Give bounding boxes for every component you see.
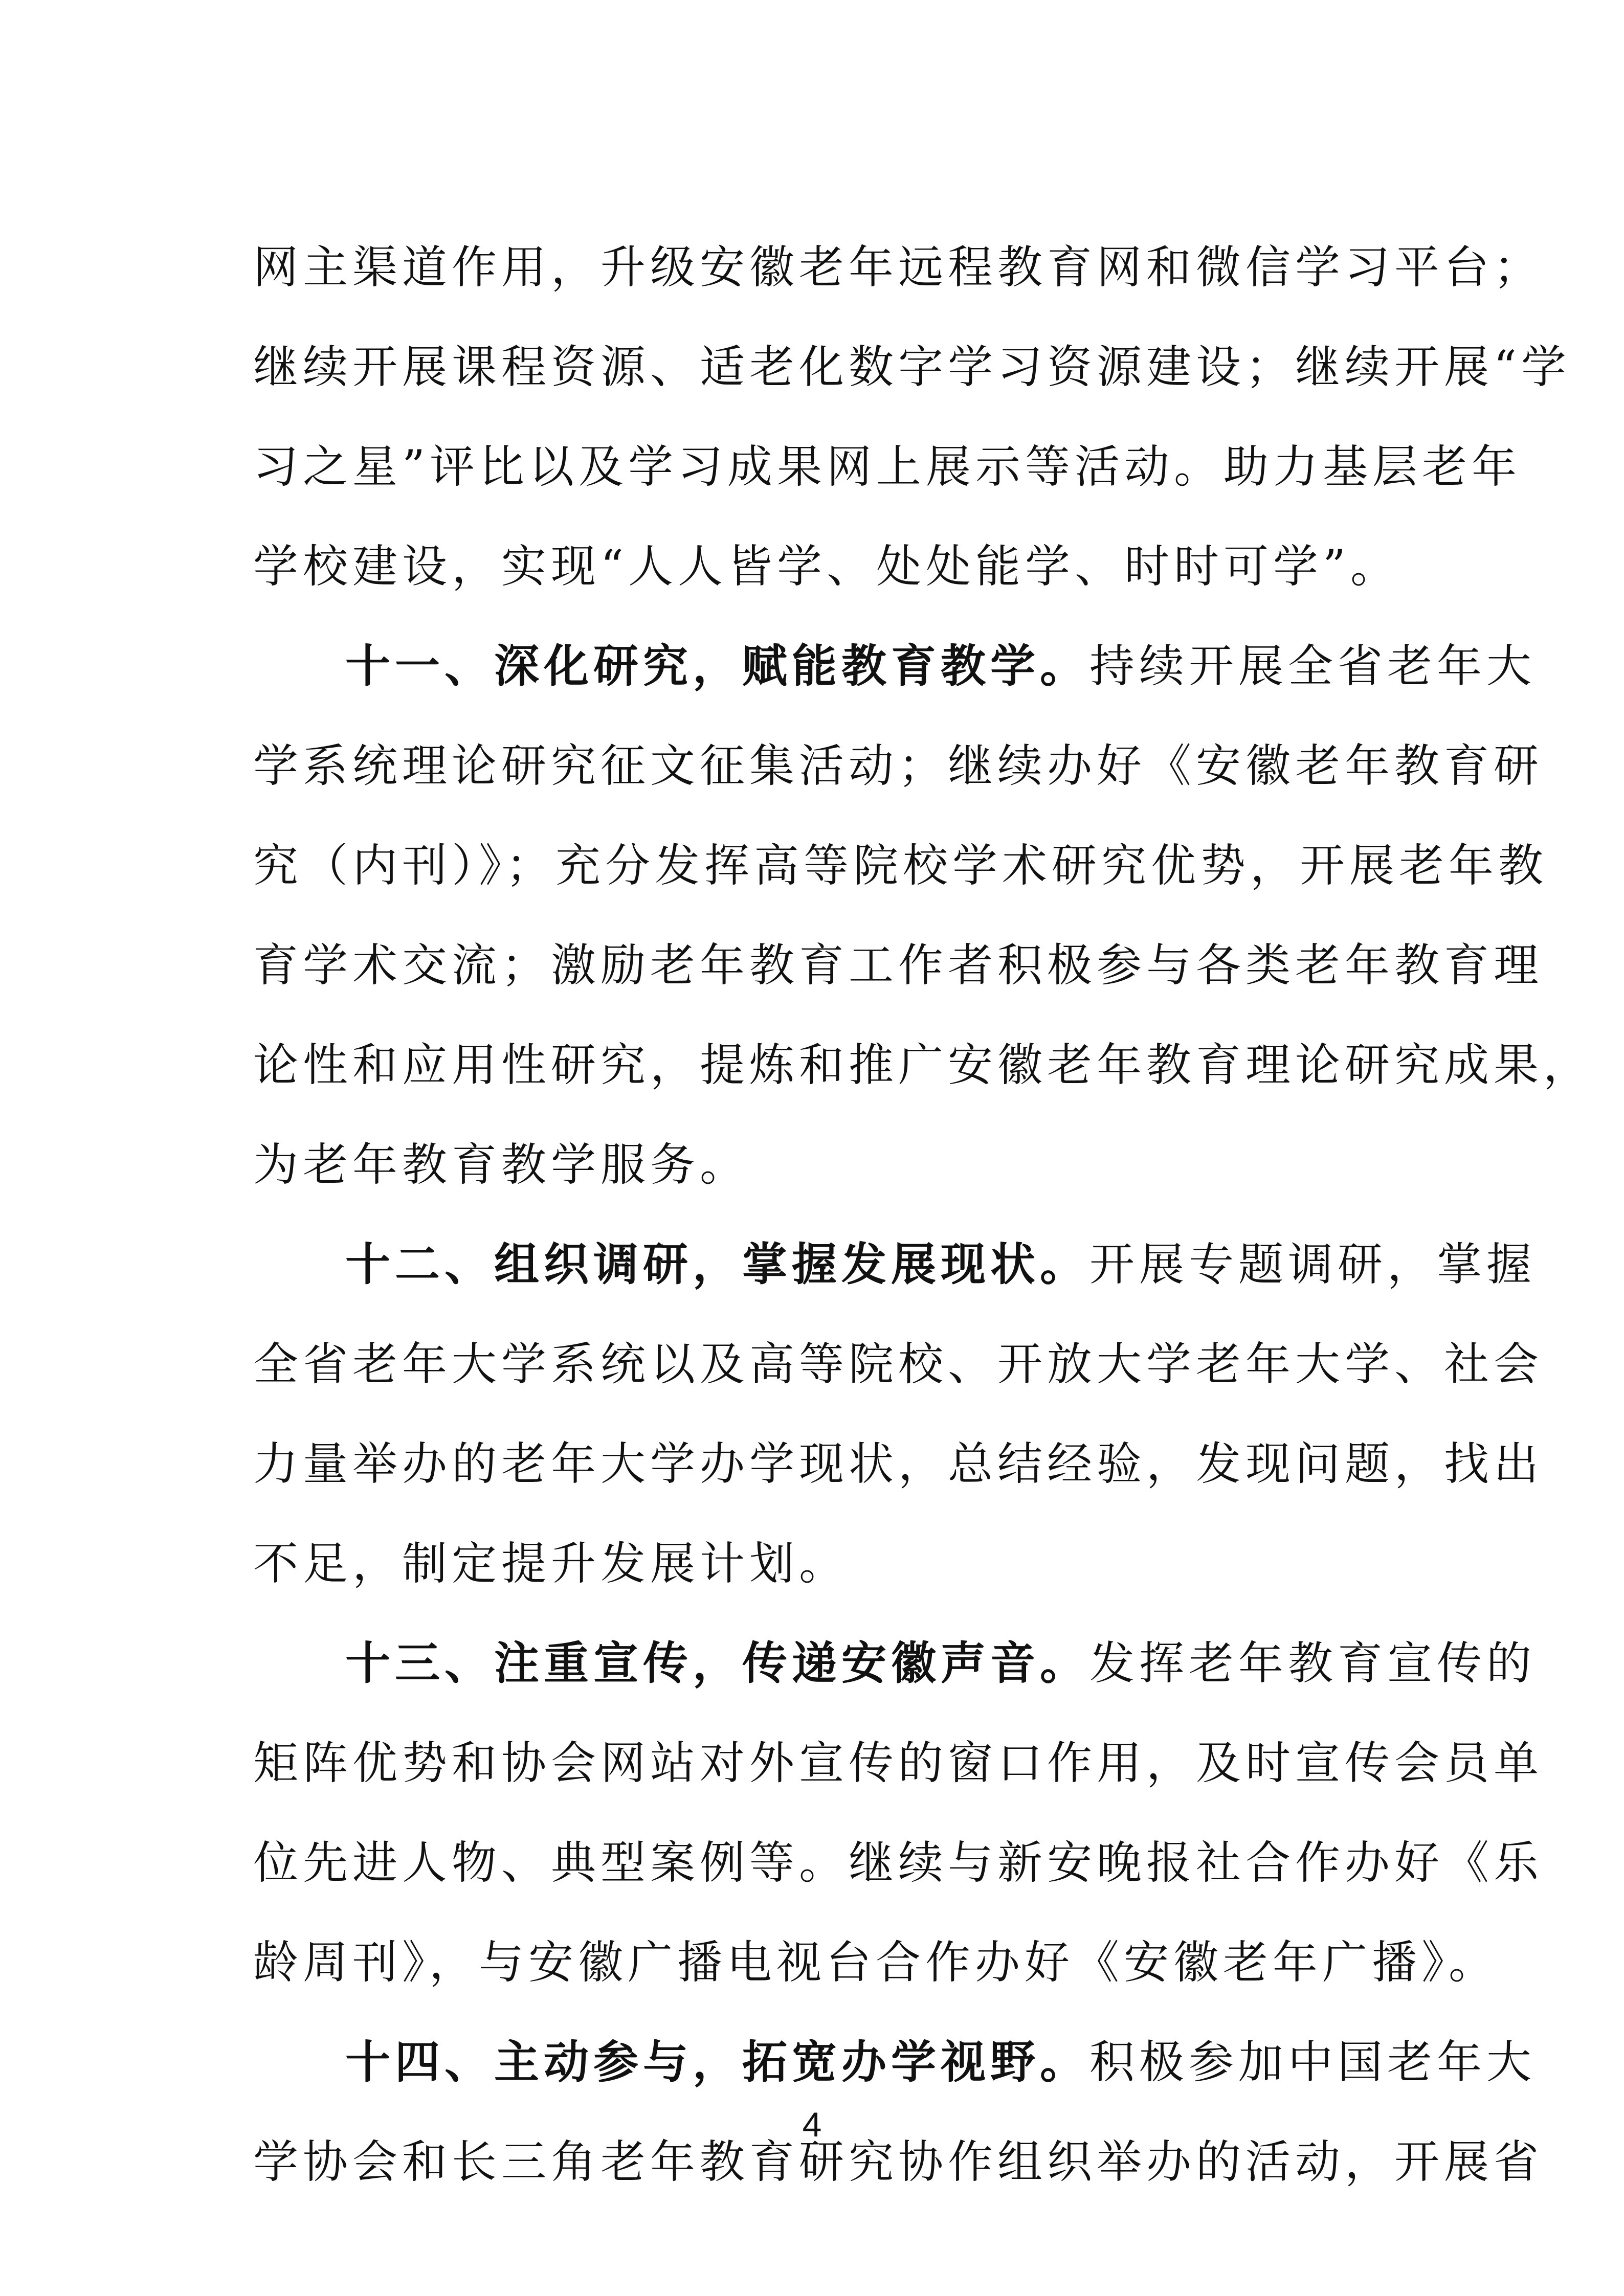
text-line: 为老年教育教学服务。 — [253, 1138, 750, 1191]
text-line: 矩阵优势和协会网站对外宣传的窗口作用，及时宣传会员单 — [253, 1737, 1544, 1789]
text-line — [253, 1214, 1537, 1314]
text-line: 学系统理论研究征文征集活动；继续办好《安徽老年教育研 — [253, 739, 1544, 792]
text-line: 力量举办的老年大学办学现状，总结经验，发现问题，找出 — [253, 1437, 1544, 1490]
paragraph-survey — [253, 1214, 1544, 1613]
text-run: 积极参加中国老年大 — [1089, 2036, 1537, 2088]
page-number: 4 — [802, 2105, 822, 2144]
text-line: 全省老年大学系统以及高等院校、开放大学老年大学、社会 — [253, 1338, 1544, 1390]
text-line: 学校建设，实现“人人皆学、处处能学、时时可学”。 — [253, 540, 1400, 593]
section-heading: 十三、注重宣传，传递安徽声音。 — [345, 1636, 1090, 1690]
text-run: 开展专题调研，掌握 — [1089, 1238, 1537, 1291]
text-line: 习之星”评比以及学习成果网上展示等活动。助力基层老年 — [253, 440, 1521, 493]
text-line: 网主渠道作用，升级安徽老年远程教育网和微信学习平台； — [253, 241, 1544, 294]
text-run: 持续开展全省老年大 — [1089, 640, 1537, 692]
section-heading: 十一、深化研究，赋能教育教学。 — [345, 639, 1090, 692]
text-line — [253, 1613, 1537, 1713]
text-line — [253, 2012, 1537, 2112]
paragraph-online-learning — [253, 217, 1571, 616]
text-line: 位先进人物、典型案例等。继续与新安晚报社合作办好《乐 — [253, 1836, 1544, 1889]
section-heading: 十二、组织调研，掌握发展现状。 — [345, 1237, 1090, 1291]
section-heading: 十四、主动参与，拓宽办学视野。 — [345, 2035, 1090, 2088]
text-line: 龄周刊》，与安徽广播电视台合作办好《安徽老年广播》。 — [253, 1936, 1499, 1989]
text-line: 育学术交流；激励老年教育工作者积极参与各类老年教育理 — [253, 939, 1544, 992]
text-line: 学协会和长三角老年教育研究协作组织举办的活动，开展省 — [253, 2135, 1544, 2188]
paragraph-research — [253, 616, 1593, 1214]
text-line: 继续开展课程资源、适老化数字学习资源建设；继续开展“学 — [253, 341, 1571, 393]
text-line: 不足，制定提升发展计划。 — [253, 1537, 849, 1590]
text-line: 论性和应用性研究，提炼和推广安徽老年教育理论研究成果， — [253, 1039, 1593, 1091]
document-body — [253, 217, 1593, 2212]
text-line — [253, 616, 1537, 716]
text-run: 发挥老年教育宣传的 — [1089, 1637, 1537, 1690]
text-line: 究（内刊）》；充分发挥高等院校学术研究优势，开展老年教 — [253, 839, 1548, 892]
paragraph-publicity — [253, 1613, 1544, 2012]
